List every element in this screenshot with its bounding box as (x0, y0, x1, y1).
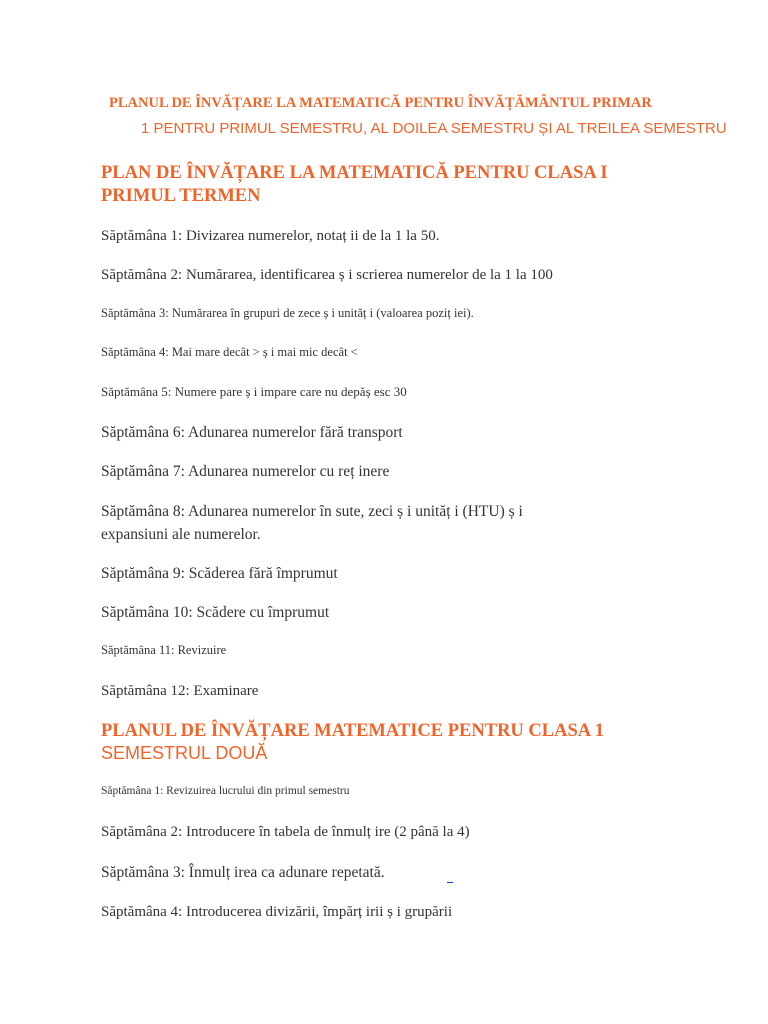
week-item: Săptămâna 3: Numărarea în grupuri de zece ș i unităț i (valoarea poziț iei). (101, 306, 474, 320)
week-item: Săptămâna 10: Scădere cu împrumut (101, 604, 330, 621)
week-item: Săptămâna 8: Adunarea numerelor în sute, zeci ș i unităț i (HTU) ș i (101, 503, 523, 520)
week-item: Săptămâna 7: Adunarea numerelor cu reț inere (101, 463, 390, 480)
week-item: Săptămâna 11: Revizuire (101, 643, 227, 657)
week-item: Săptămâna 2: Numărarea, identificarea ș i scrierea numerelor de la 1 la 100 (101, 267, 553, 283)
section2-title-line1: PLANUL DE ÎNVĂȚARE MATEMATICE PENTRU CLASA 1 (101, 721, 604, 741)
week-item: Săptămâna 3: Înmulț irea ca adunare repetată. (101, 864, 385, 881)
week-item: Săptămâna 6: Adunarea numerelor fără transport (101, 424, 403, 441)
section1-title-line1: PLAN DE ÎNVĂȚARE LA MATEMATICĂ PENTRU CLASA I (101, 163, 608, 183)
week-item: Săptămâna 1: Revizuirea lucrului din primul semestru (101, 785, 350, 797)
document-header-line2: 1 PENTRU PRIMUL SEMESTRU, AL DOILEA SEMESTRU ȘI AL TREILEA SEMESTRU (141, 120, 727, 137)
week-item: Săptămâna 2: Introducere în tabela de înmulț ire (2 până la 4) (101, 824, 470, 840)
section1-title-line2: PRIMUL TERMEN (101, 186, 261, 206)
link-underline-mark[interactable] (447, 882, 453, 883)
week-item-continuation: expansiuni ale numerelor. (101, 526, 261, 543)
week-item: Săptămâna 4: Introducerea divizării, împărț irii ș i grupării (101, 904, 453, 920)
week-item: Săptămâna 5: Numere pare ș i impare care nu depăș esc 30 (101, 384, 407, 399)
week-item: Săptămâna 4: Mai mare decât > ș i mai mic decât < (101, 345, 358, 359)
section2-title-line2: SEMESTRUL DOUĂ (101, 743, 268, 763)
week-item: Săptămâna 12: Examinare (101, 683, 259, 699)
week-item: Săptămâna 1: Divizarea numerelor, notaț ii de la 1 la 50. (101, 228, 440, 244)
week-item: Săptămâna 9: Scăderea fără împrumut (101, 565, 338, 582)
document-header-line1: PLANUL DE ÎNVĂȚARE LA MATEMATICĂ PENTRU ÎNVĂȚĂMÂNTUL PRIMAR (109, 95, 652, 111)
